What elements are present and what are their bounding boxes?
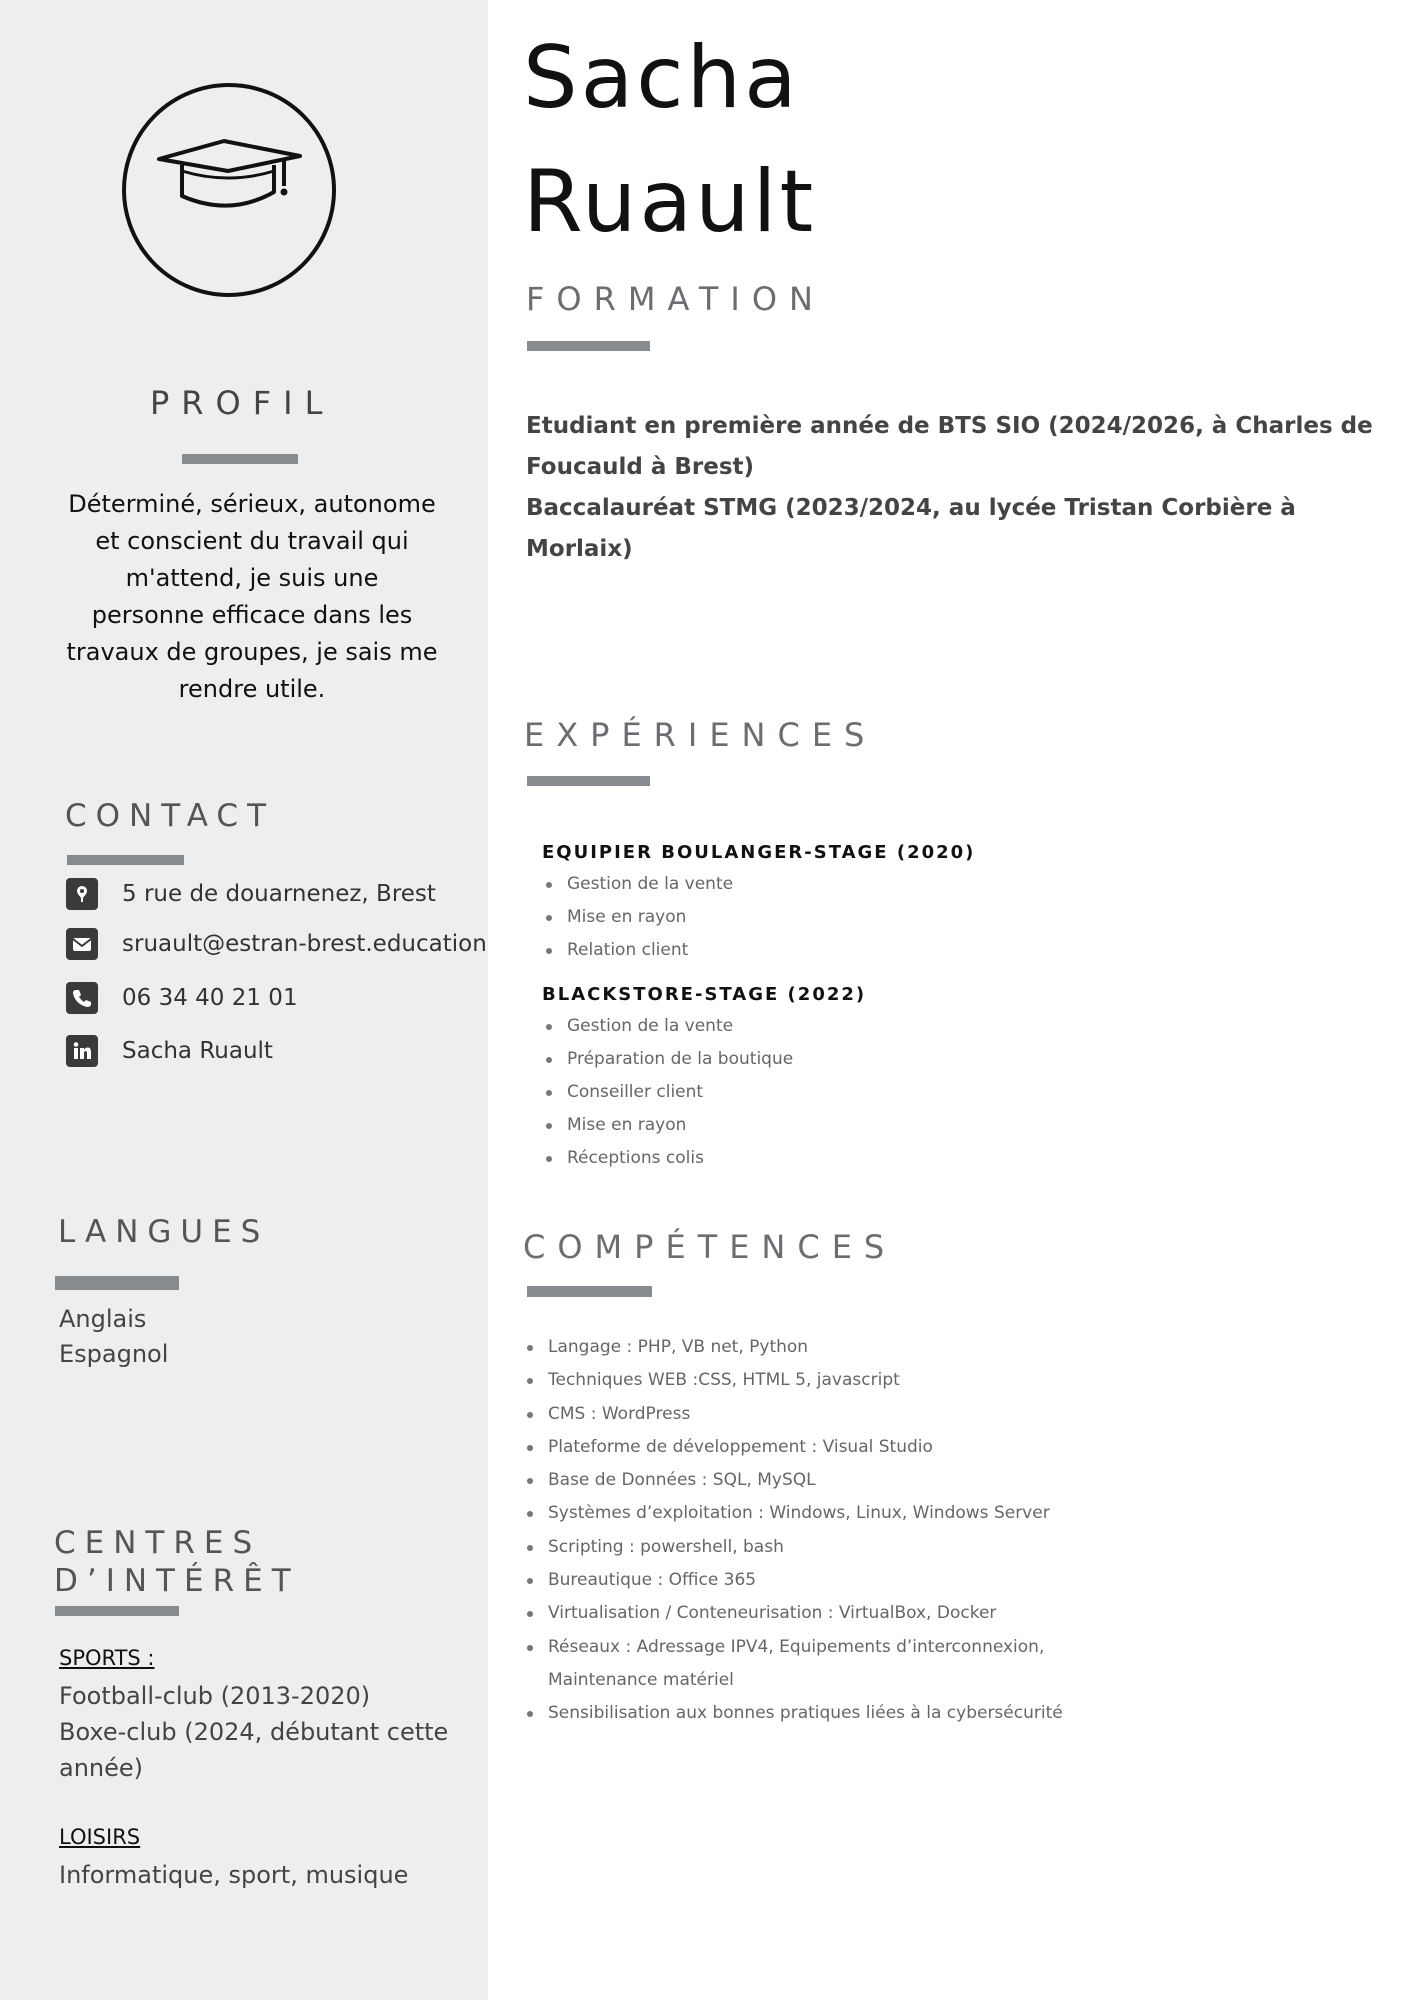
contact-address-text: 5 rue de douarnenez, Brest (122, 881, 436, 907)
contact-email-text[interactable]: sruault@estran-brest.education (122, 931, 487, 957)
skill-item: Plateforme de développement : Visual Studio (524, 1431, 1064, 1464)
job-task: Gestion de la vente (542, 1010, 793, 1043)
skill-item: Langage : PHP, VB net, Python (524, 1331, 1064, 1364)
job-task: Préparation de la boutique (542, 1043, 793, 1076)
experiences-heading: EXPÉRIENCES (524, 716, 877, 754)
skill-item: Réseaux : Adressage IPV4, Equipements d’interconnexion, Maintenance matériel (524, 1631, 1064, 1698)
contact-address (66, 877, 436, 911)
skill-item: Virtualisation / Conteneurisation : VirtualBox, Docker (524, 1597, 1064, 1630)
interets-heading (54, 1524, 300, 1600)
contact-email[interactable] (66, 927, 487, 961)
contact-phone[interactable] (66, 981, 298, 1015)
sports-item: Football-club (2013-2020) (59, 1682, 371, 1710)
linkedin-icon (66, 1035, 98, 1067)
contact-linkedin-text[interactable]: Sacha Ruault (122, 1038, 273, 1064)
skill-item: CMS : WordPress (524, 1398, 1064, 1431)
skill-item: Scripting : powershell, bash (524, 1531, 1064, 1564)
formation-heading: FORMATION (526, 280, 825, 318)
job-task: Mise en rayon (542, 1109, 793, 1142)
competences-divider (527, 1286, 652, 1297)
job-task: Réceptions colis (542, 1142, 793, 1175)
skill-item: Sensibilisation aux bonnes pratiques liées à la cybersécurité (524, 1697, 1064, 1730)
experiences-divider (527, 776, 650, 786)
langue-item: Espagnol (59, 1340, 169, 1368)
langues-heading: LANGUES (58, 1214, 270, 1250)
interets-heading-line1: CENTRES (54, 1525, 262, 1561)
loisirs-label: LOISIRS (59, 1825, 141, 1849)
contact-divider (67, 855, 184, 865)
graduation-cap-logo (122, 83, 336, 297)
sports-item: Boxe-club (2024, débutant cette année) (59, 1718, 449, 1782)
name-first: Sacha (523, 28, 800, 128)
skills-list (524, 1331, 1064, 1731)
job-task: Mise en rayon (542, 901, 733, 934)
contact-heading: CONTACT (65, 798, 276, 834)
competences-heading: COMPÉTENCES (523, 1228, 897, 1266)
main-content (488, 0, 1414, 2000)
sports-label: SPORTS : (59, 1646, 155, 1670)
profil-divider (182, 454, 298, 464)
graduation-cap-icon (126, 87, 332, 293)
formation-entry: Baccalauréat STMG (2023/2024, au lycée Tristan Corbière à Morlaix) (526, 495, 1296, 562)
sidebar (0, 0, 488, 2000)
interets-divider (55, 1606, 179, 1616)
job-task: Relation client (542, 934, 733, 967)
job-title: BLACKSTORE-STAGE (2022) (542, 984, 867, 1005)
job-task: Conseiller client (542, 1076, 793, 1109)
interets-heading-line2: D’INTÉRÊT (54, 1563, 300, 1599)
envelope-icon (66, 928, 98, 960)
formation-text (526, 406, 1386, 570)
job-task-list (542, 868, 733, 967)
langues-divider (55, 1276, 179, 1290)
skill-item: Base de Données : SQL, MySQL (524, 1464, 1064, 1497)
profil-text: Déterminé, sérieux, autonome et conscient du travail qui m'attend, je suis une personne efficace dans les travaux de groupes, je sais me rendre utile. (66, 490, 438, 703)
contact-linkedin[interactable] (66, 1034, 273, 1068)
job-task: Gestion de la vente (542, 868, 733, 901)
phone-icon (66, 982, 98, 1014)
skill-item: Bureautique : Office 365 (524, 1564, 1064, 1597)
job-task-list (542, 1010, 793, 1175)
skill-item: Techniques WEB :CSS, HTML 5, javascript (524, 1364, 1064, 1397)
loisirs-text: Informatique, sport, musique (59, 1861, 409, 1889)
contact-phone-text[interactable]: 06 34 40 21 01 (122, 985, 298, 1011)
job-title: EQUIPIER BOULANGER-STAGE (2020) (542, 842, 976, 863)
name-last: Ruault (523, 152, 817, 252)
profil-heading: PROFIL (150, 384, 335, 422)
map-pin-icon (66, 878, 98, 910)
formation-divider (527, 341, 650, 351)
formation-entry: Etudiant en première année de BTS SIO (2024/2026, à Charles de Foucauld à Brest) (526, 413, 1373, 480)
skill-item: Systèmes d’exploitation : Windows, Linux, Windows Server (524, 1497, 1064, 1530)
langue-item: Anglais (59, 1305, 147, 1333)
